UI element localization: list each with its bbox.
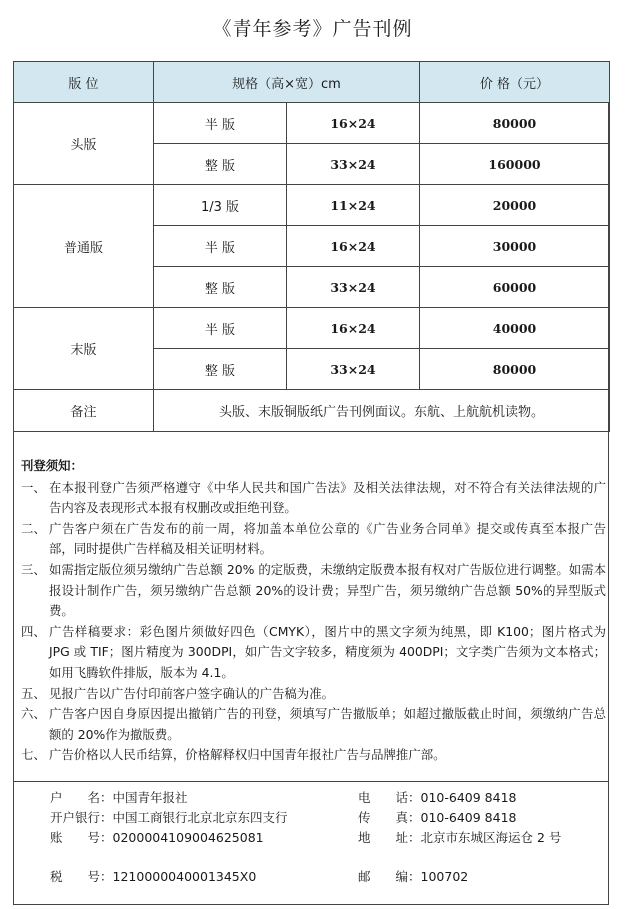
notice-title: 刊登须知： <box>21 458 83 473</box>
header-price: 价 格（元） <box>420 62 610 103</box>
list-item <box>21 478 606 519</box>
phone-value: 010-6409 8418 <box>420 790 517 805</box>
postcode-label: 邮 编： <box>358 869 421 884</box>
table-row <box>14 103 610 144</box>
dims-cell: 33×24 <box>287 267 420 308</box>
item-text: 广告样稿要求：彩色图片须做好四色（CMYK），图片中的黑文字须为纯黑，即 K100；图片格式为 JPG 或 TIF；图片精度为 300DPI，如广告文字较多，精度须为 400DPI；文字类广告须为文本格式；如用飞腾软件排版，版本为 4.1。 <box>49 623 606 680</box>
item-text: 在本报刊登广告须严格遵守《中华人民共和国广告法》及相关法律法规，对不符合有关法律法规的广告内容及表现形式本报有权删改或拒绝刊登。 <box>49 479 606 516</box>
size-cell: 1/3 版 <box>154 185 287 226</box>
address-info <box>358 829 561 847</box>
price-cell: 40000 <box>420 308 610 349</box>
price-cell: 60000 <box>420 267 610 308</box>
group-back-page: 末版 <box>14 308 154 390</box>
header-position: 版 位 <box>14 62 154 103</box>
note-row <box>14 390 610 432</box>
group-regular-page: 普通版 <box>14 185 154 308</box>
dims-cell: 16×24 <box>287 308 420 349</box>
list-item <box>21 745 606 766</box>
item-marker: 七、 <box>21 747 46 763</box>
bank-info <box>50 809 288 827</box>
list-item <box>21 704 606 745</box>
size-cell: 整 版 <box>154 267 287 308</box>
item-marker: 三、 <box>21 561 46 577</box>
note-text: 头版、末版铜版纸广告刊例面议。东航、上航航机读物。 <box>154 390 610 432</box>
group-front-page: 头版 <box>14 103 154 185</box>
item-marker: 一、 <box>21 479 46 495</box>
item-marker: 四、 <box>21 623 46 639</box>
fax-label: 传 真： <box>358 810 421 825</box>
size-cell: 整 版 <box>154 349 287 390</box>
phone-label: 电 话： <box>358 790 421 805</box>
divider <box>13 781 609 782</box>
account-name-label: 户 名： <box>50 790 113 805</box>
item-marker: 六、 <box>21 706 46 722</box>
price-cell: 160000 <box>420 144 610 185</box>
item-marker: 二、 <box>21 520 46 536</box>
account-number-label: 账 号： <box>50 830 113 845</box>
list-item <box>21 519 606 560</box>
price-cell: 80000 <box>420 349 610 390</box>
fax-info <box>358 809 516 827</box>
item-marker: 五、 <box>21 685 46 701</box>
table-header-row <box>14 62 610 103</box>
item-text: 如需指定版位须另缴纳广告总额 20% 的定版费，未缴纳定版费本报有权对广告版位进行调整。如需本报设计制作广告，须另缴纳广告总额 20%的设计费；异型广告，须另缴纳广告总额 50%的异型版式费。 <box>49 561 606 619</box>
account-number <box>50 829 264 847</box>
account-name <box>50 789 188 807</box>
phone-info <box>358 789 516 807</box>
publishing-notice <box>21 456 606 766</box>
size-cell: 半 版 <box>154 308 287 349</box>
item-text: 广告价格以人民币结算，价格解释权归中国青年报社广告与品牌推广部。 <box>49 747 446 763</box>
item-text: 见报广告以广告付印前客户签字确认的广告稿为准。 <box>49 685 334 701</box>
address-label: 地 址： <box>358 830 421 845</box>
table-row <box>14 308 610 349</box>
tax-number-value: 121000004000134​5X0 <box>112 869 257 884</box>
tax-number-label: 税 号： <box>50 869 113 884</box>
page-title: 《青年参考》广告刊例 <box>212 18 413 40</box>
list-item <box>21 684 606 705</box>
postcode-info <box>358 868 468 886</box>
item-text: 广告客户须在广告发布的前一周，将加盖本单位公章的《广告业务合同单》提交或传真至本报广告部，同时提供广告样稿及相关证明材料。 <box>49 520 606 557</box>
address-value: 北京市东城区海运仓 2 号 <box>420 830 562 845</box>
bank-value: 中国工商银行北京北京东四支行 <box>112 810 288 825</box>
dims-cell: 11×24 <box>287 185 420 226</box>
dims-cell: 16×24 <box>287 103 420 144</box>
postcode-value: 100702 <box>420 869 469 884</box>
dims-cell: 16×24 <box>287 226 420 267</box>
dims-cell: 33×24 <box>287 349 420 390</box>
account-number-value: 0200004109004625081 <box>112 830 264 845</box>
item-text: 广告客户因自身原因提出撤销广告的刊登，须填写广告撤版单；如超过撤版截止时间，须缴纳广告总额的 20%作为撤版费。 <box>49 706 606 742</box>
size-cell: 整 版 <box>154 144 287 185</box>
fax-value: 010-6409 8418 <box>420 810 517 825</box>
list-item <box>21 560 606 622</box>
bank-label: 开户银行： <box>50 810 113 825</box>
price-cell: 80000 <box>420 103 610 144</box>
price-cell: 30000 <box>420 226 610 267</box>
dims-cell: 33×24 <box>287 144 420 185</box>
table-row <box>14 185 610 226</box>
price-table <box>13 61 610 432</box>
size-cell: 半 版 <box>154 103 287 144</box>
account-name-value: 中国青年报社 <box>112 790 188 805</box>
note-label: 备注 <box>14 390 154 432</box>
list-item <box>21 622 606 684</box>
header-spec: 规格（高×宽）cm <box>154 62 420 103</box>
size-cell: 半 版 <box>154 226 287 267</box>
tax-number <box>50 868 256 886</box>
price-cell: 20000 <box>420 185 610 226</box>
